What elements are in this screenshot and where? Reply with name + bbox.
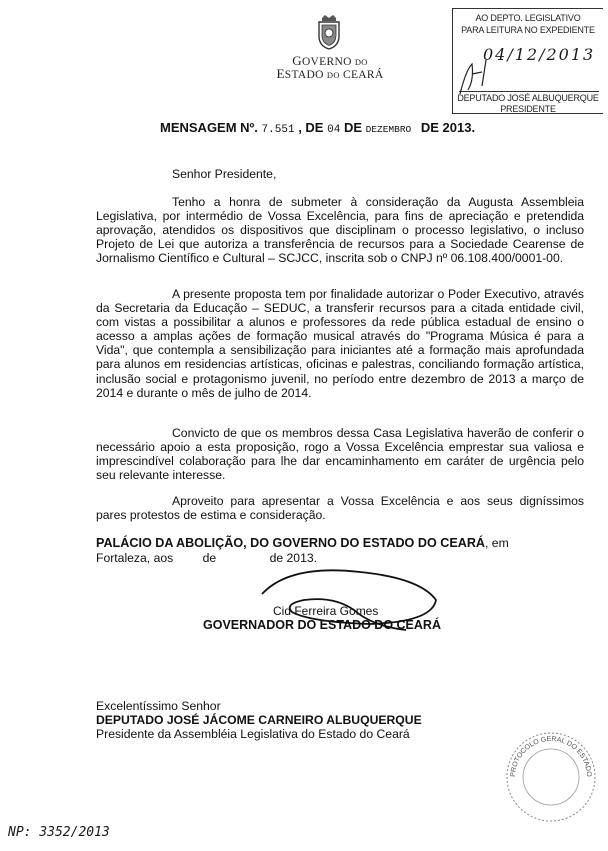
paragraph-3: Convicto de que os membros dessa Casa Legislativa haverão de conferir o necessário apoio a esta proposição, rogo a Vossa Excelência emprestar sua valiosa e imprescindível colaboração para lhe dar encaminhamento em caráter de urgência pelo seu relevante interesse. (96, 426, 584, 483)
stamp-signature-scribble (452, 50, 522, 100)
protocol-seal (500, 726, 602, 828)
header-state: ESTADO DO CEARÁ (276, 66, 384, 81)
addressee-role: Presidente da Assembléia Legislativa do Estado do Ceará (96, 727, 410, 741)
stamp-line-2: PARA LEITURA NO EXPEDIENTE (461, 25, 595, 35)
stamp-date: 04/12/2013 (483, 45, 596, 64)
paragraph-2: A presente proposta tem por finalidade autorizar o Poder Executivo, através da Secretaria da Educação – SEDUC, a transferir recursos para a citada entidade civil, com vistas a possibilitar a alunos e professores da rede pública estadual de ensino o acesso a amplas ações de formação musical através do "Programa Música é para a Vida", que contempla a sensibilização para iniciantes até a formação mais aprofundada para alunos em residencias artísticas, oficinas e palestras, conciliando formação artística, inclusão social e protagonismo juvenil, no período entre dezembro de 2013 a março de 2014 e durante o mês de julho de 2014. (96, 287, 584, 400)
message-heading: MENSAGEM Nº. 7.551 , DE 04 DE DEZEMBRO DE 2013. (160, 120, 476, 136)
stamp-line-4: PRESIDENTE (500, 104, 556, 114)
signatory-name: Cid Ferreira Gomes (273, 604, 379, 618)
state-coat-of-arms-icon (316, 14, 342, 50)
paragraph-4: Aproveito para apresentar a Vossa Excelência e aos seus digníssimos pares protestos de estima e consideração. (96, 494, 584, 523)
handwritten-protocol-number: NP: 3352/2013 (8, 825, 110, 840)
salutation: Senhor Presidente, (172, 167, 277, 181)
addressee-name: DEPUTADO JOSÉ JÁCOME CARNEIRO ALBUQUERQUE (96, 713, 422, 727)
signatory-title: GOVERNADOR DO ESTADO DO CEARÁ (203, 618, 441, 632)
addressee-greeting: Excelentíssimo Senhor (96, 699, 221, 713)
header-government: GOVERNO DO (292, 53, 368, 68)
paragraph-1: Tenho a honra de submeter à consideração da Augusta Assembleia Legislativa, por intermédio de Vossa Excelência, para fins de apreciação e pretendida aprovação, atendidos os dispositivos que disciplinam o processo legislativo, o incluso Projeto de Lei que autoriza a transferência de recursos para a Sociedade Cearense de Jornalismo Científico e Cultural – SCJCC, inscrita sob o CNPJ nº 06.108.400/0001-00. (96, 195, 584, 266)
place-date-line: Fortaleza, aos de de 2013. (96, 551, 318, 565)
stamp-line-3: DEPUTADO JOSÉ ALBUQUERQUE (457, 93, 599, 103)
svg-text:PROTOCOLO GERAL DO ESTADO: PROTOCOLO GERAL DO ESTADO (509, 735, 593, 778)
palace-line: PALÁCIO DA ABOLIÇÃO, DO GOVERNO DO ESTADO DO CEARÁ, em (96, 536, 509, 550)
stamp-line-1: AO DEPTO. LEGISLATIVO (475, 13, 581, 23)
